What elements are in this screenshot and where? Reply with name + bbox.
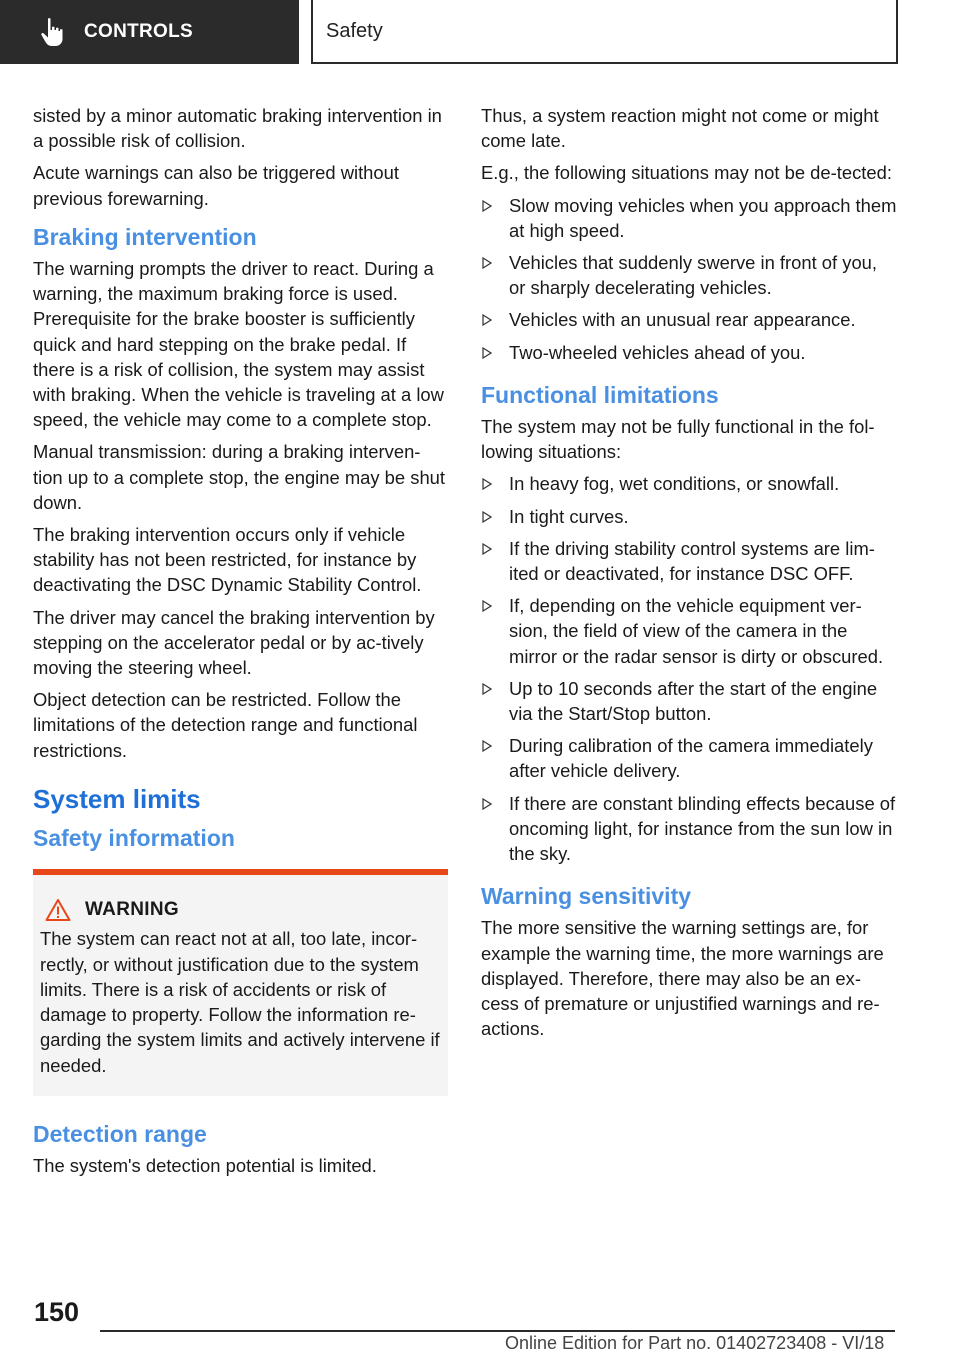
paragraph: Thus, a system reaction might not come or might come late.	[481, 105, 879, 152]
list-item: Two-wheeled vehicles ahead of you.	[481, 340, 897, 365]
list-item: If, depending on the vehicle equipment ver-sion, the field of view of the camera in the mirror or the radar sensor is dirty or obscured.	[481, 593, 897, 669]
page-number: 150	[34, 1297, 80, 1327]
list-item: If there are constant blinding effects because of oncoming light, for instance from the sun low in the sky.	[481, 791, 897, 867]
triangle-bullet-icon	[482, 543, 492, 555]
heading-warning-sensitivity: Warning sensitivity	[481, 883, 692, 910]
heading-safety-information: Safety information	[33, 825, 235, 852]
chapter-tab	[311, 0, 898, 64]
warning-triangle-icon	[45, 898, 71, 922]
warning-text: The system can react not at all, too late, incor-rectly, or without justification due to the system limits. There is a risk of accidents or risk of damage to property. Follow the information re-garding the system limits and actively intervene if needed.	[40, 928, 440, 1076]
edition-info: Online Edition for Part no. 01402723408 - VI/18	[505, 1333, 885, 1353]
left-column	[33, 103, 448, 1185]
triangle-bullet-icon	[482, 683, 492, 695]
triangle-bullet-icon	[482, 314, 492, 326]
heading-functional-limitations: Functional limitations	[481, 381, 719, 408]
triangle-bullet-icon	[482, 200, 492, 212]
hand-pointer-icon	[40, 17, 66, 47]
warning-header	[40, 897, 440, 922]
page-header	[0, 0, 960, 66]
footer-divider	[100, 1330, 895, 1332]
heading-braking-intervention: Braking intervention	[33, 223, 257, 250]
heading-detection-range: Detection range	[33, 1120, 207, 1147]
paragraph: E.g., the following situations may not be de-tected:	[481, 162, 892, 184]
undetected-situations-list	[481, 193, 897, 365]
list-item: Slow moving vehicles when you approach them at high speed.	[481, 193, 897, 243]
paragraph: The system's detection potential is limited.	[33, 1154, 377, 1176]
warning-box	[33, 869, 448, 1095]
heading-system-limits: System limits	[33, 783, 201, 814]
right-column	[481, 103, 897, 1049]
triangle-bullet-icon	[482, 740, 492, 752]
list-item: If the driving stability control systems are lim-ited or deactivated, for instance DSC OFF.	[481, 536, 897, 586]
paragraph: sisted by a minor automatic braking intervention in a possible risk of collision.	[33, 105, 442, 152]
list-item: In heavy fog, wet conditions, or snowfall.	[481, 471, 897, 496]
paragraph: Manual transmission: during a braking interven-tion up to a complete stop, the engine may be shut down.	[33, 441, 446, 513]
list-item: During calibration of the camera immediately after vehicle delivery.	[481, 733, 897, 783]
paragraph: The braking intervention occurs only if vehicle stability has not been restricted, for instance by deactivating the DSC Dynamic Stability Control.	[33, 524, 422, 596]
triangle-bullet-icon	[482, 511, 492, 523]
triangle-bullet-icon	[482, 798, 492, 810]
list-item: Up to 10 seconds after the start of the engine via the Start/Stop button.	[481, 676, 897, 726]
list-item: Vehicles with an unusual rear appearance.	[481, 307, 897, 332]
triangle-bullet-icon	[482, 347, 492, 359]
paragraph: The more sensitive the warning settings are, for example the warning time, the more warnings are displayed. Therefore, there may also be an ex-cess of premature or unjustified warnings and re-actions.	[481, 917, 884, 1040]
chapter-label: Safety	[326, 19, 383, 42]
paragraph: The system may not be fully functional in the fol-lowing situations:	[481, 416, 875, 463]
list-item: Vehicles that suddenly swerve in front of you, or sharply decelerating vehicles.	[481, 250, 897, 300]
triangle-bullet-icon	[482, 600, 492, 612]
section-label: CONTROLS	[84, 21, 194, 42]
triangle-bullet-icon	[482, 478, 492, 490]
paragraph: The warning prompts the driver to react. During a warning, the maximum braking force is used. Prerequisite for the brake booster is sufficiently quick and hard stepping on the brake pedal. If there is a risk of collision, the system may assist with braking. When the vehicle is traveling at a low speed, the vehicle may come to a complete stop.	[33, 258, 444, 431]
triangle-bullet-icon	[482, 257, 492, 269]
warning-title: WARNING	[85, 899, 179, 921]
list-item: In tight curves.	[481, 504, 897, 529]
paragraph: Acute warnings can also be triggered without previous forewarning.	[33, 162, 399, 209]
functional-limitations-list	[481, 471, 897, 866]
paragraph: The driver may cancel the braking intervention by stepping on the accelerator pedal or by ac-tively moving the steering wheel.	[33, 606, 435, 679]
paragraph: Object detection can be restricted. Follow the limitations of the detection range and functional restrictions.	[33, 689, 418, 761]
section-tab[interactable]	[0, 0, 299, 64]
